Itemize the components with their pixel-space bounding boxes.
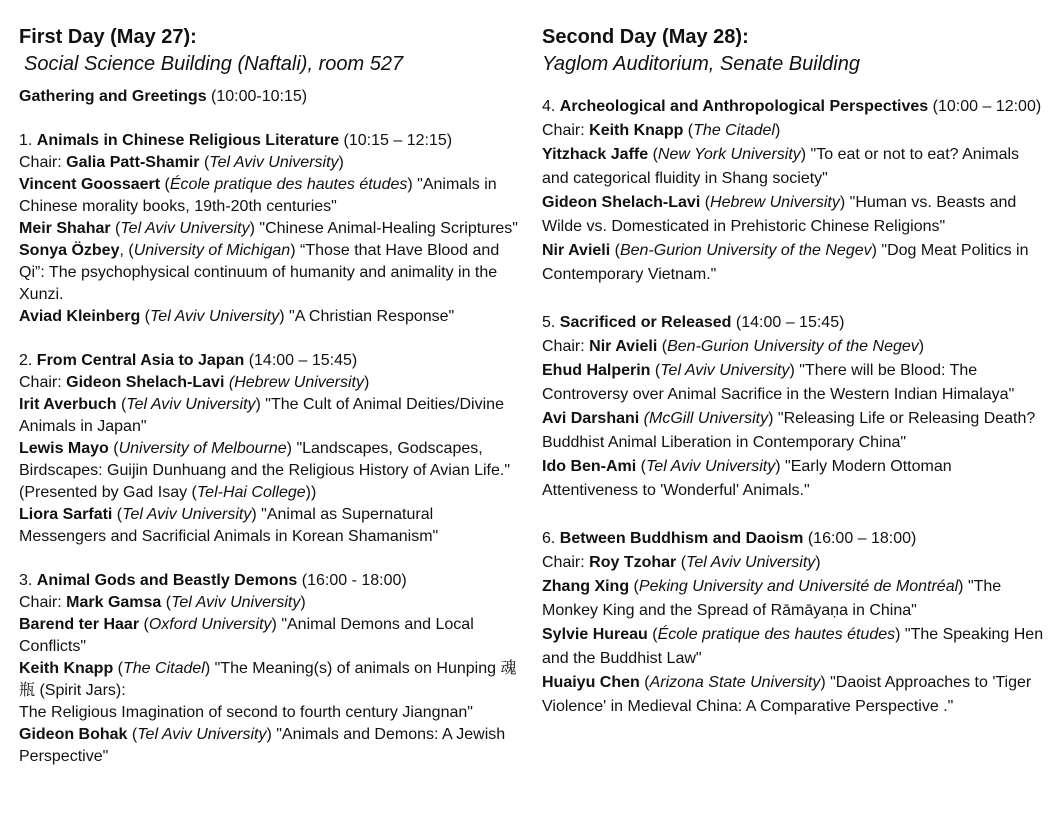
speaker-name: Ehud Halperin <box>542 362 651 379</box>
talk-title: "Animal as Supernatural Messengers and Sacrificial Animals in Korean Shamanism" <box>19 506 439 545</box>
chair-prefix: Chair: <box>19 594 62 611</box>
speaker-name: Lewis Mayo <box>19 440 109 457</box>
chair-prefix: Chair: <box>542 554 585 571</box>
session-time: (16:00 – 18:00) <box>807 530 917 547</box>
session-heading <box>19 350 524 372</box>
speaker-name: Nir Avieli <box>542 242 611 259</box>
talk-title: "To eat or not to eat? Animals and categorical fluidity in Shang society" <box>542 146 1020 187</box>
talk: Vincent Goossaert (École pratique des hautes études) "Animals in Chinese morality books, 19th-20th centuries" <box>19 176 497 215</box>
speaker-affiliation: Arizona State University <box>649 674 821 691</box>
session-2 <box>19 350 524 548</box>
session-number: 3. <box>19 572 33 589</box>
session-title: Sacrificed or Released <box>559 314 732 331</box>
speaker-affiliation: Tel Aviv University <box>126 396 256 413</box>
speaker-name: Irit Averbuch <box>19 396 117 413</box>
speaker-name: Meir Shahar <box>19 220 111 237</box>
speaker-affiliation: Tel Aviv University <box>660 362 790 379</box>
chair-affiliation: Tel Aviv University <box>209 154 339 171</box>
speaker-affiliation: Ben-Gurion University of the Negev <box>619 242 872 259</box>
session-chair: Chair: Nir Avieli (Ben-Gurion University of the Negev) <box>542 338 925 355</box>
talk: Liora Sarfati (Tel Aviv University) "Animal as Supernatural Messengers and Sacrificial Animals in Korean Shamanism" <box>19 506 439 545</box>
chair-affiliation: The Citadel <box>693 122 775 139</box>
session-number: 1. <box>19 132 33 149</box>
speaker-name: Liora Sarfati <box>19 506 113 523</box>
speaker-affiliation: Oxford University <box>148 616 272 633</box>
session-chair: Chair: Gideon Shelach-Lavi (Hebrew University) <box>19 374 370 391</box>
session-3 <box>19 570 524 768</box>
talk: Yitzhack Jaffe (New York University) "To eat or not to eat? Animals and categorical fluidity in Shang society" <box>542 146 1020 187</box>
talk-title: "The Speaking Hen and the Buddhist Law" <box>542 626 1044 667</box>
session-heading <box>19 130 524 152</box>
talk-title: "Early Modern Ottoman Attentiveness to 'Wonderful' Animals." <box>542 458 952 499</box>
session-time: (14:00 – 15:45) <box>735 314 845 331</box>
chair-prefix: Chair: <box>542 338 585 355</box>
session-heading <box>19 570 524 592</box>
speaker-affiliation: École pratique des hautes études <box>657 626 896 643</box>
speaker-affiliation: University of Melbourne <box>118 440 287 457</box>
talk-title: "Releasing Life or Releasing Death? Buddhist Animal Liberation in Contemporary China" <box>542 410 1036 451</box>
speaker-affiliation: McGill University <box>649 410 769 427</box>
speaker-affiliation: The Citadel <box>123 660 205 677</box>
chair-prefix: Chair: <box>19 374 62 391</box>
session-heading <box>542 311 1047 335</box>
closing-parens: )) <box>305 484 317 501</box>
session-heading <box>542 95 1047 119</box>
speaker-affiliation: New York University <box>657 146 801 163</box>
talk: Sylvie Hureau (École pratique des hautes études) "The Speaking Hen and the Buddhist Law" <box>542 626 1044 667</box>
speaker-name: Barend ter Haar <box>19 616 140 633</box>
speaker-name: Keith Knapp <box>19 660 114 677</box>
chair-affiliation: Ben-Gurion University of the Negev <box>667 338 919 355</box>
session-time: (10:15 – 12:15) <box>343 132 453 149</box>
chair-prefix: Chair: <box>19 154 62 171</box>
session-heading <box>542 527 1047 551</box>
speaker-affiliation: Peking University and Université de Montréal <box>638 578 959 595</box>
session-chair: Chair: Galia Patt-Shamir (Tel Aviv University) <box>19 154 344 171</box>
speaker-name: Aviad Kleinberg <box>19 308 141 325</box>
session-4 <box>542 95 1047 287</box>
chair-affiliation: Tel Aviv University <box>686 554 816 571</box>
session-5 <box>542 311 1047 503</box>
day2-column <box>542 24 1047 719</box>
talk: Meir Shahar (Tel Aviv University) "Chinese Animal-Healing Scriptures" <box>19 220 518 237</box>
talk-title: "Daoist Approaches to 'Tiger Violence' in Medieval China: A Comparative Perspective ." <box>542 674 1032 715</box>
chair-affiliation: Hebrew University <box>234 374 364 391</box>
talk-title: "The Monkey King and the Spread of Rāmāyaṇa in China" <box>542 578 1002 619</box>
talk: Ehud Halperin (Tel Aviv University) "There will be Blood: The Controversy over Animal Sacrifice in the Western Indian Himalaya" <box>542 362 1015 403</box>
talk: Lewis Mayo (University of Melbourne) "Landscapes, Godscapes, Birdscapes: Guijin Dunhuang and the Religious History of Avian Life." (Presented by Gad Isay (Tel-Hai College)) <box>19 440 510 501</box>
speaker-affiliation: University of Michigan <box>133 242 291 259</box>
talk-title: "Animal Demons and Local Conflicts" <box>19 616 474 655</box>
session-time: (10:00 – 12:00) <box>932 98 1042 115</box>
gathering <box>19 86 524 108</box>
speaker-name: Gideon Bohak <box>19 726 128 743</box>
chair-name: Keith Knapp <box>589 122 684 139</box>
talk-title-continuation: The Religious Imagination of second to fourth century Jiangnan" <box>19 704 473 721</box>
chair-name: Nir Avieli <box>589 338 658 355</box>
day1-column <box>19 24 524 768</box>
session-1 <box>19 130 524 328</box>
speaker-affiliation: Tel Aviv University <box>150 308 280 325</box>
session-number: 6. <box>542 530 556 547</box>
chair-name: Roy Tzohar <box>589 554 677 571</box>
day1-venue: Social Science Building (Naftali), room 527 <box>24 53 404 75</box>
chair-name: Mark Gamsa <box>66 594 162 611</box>
session-title: From Central Asia to Japan <box>36 352 245 369</box>
talk: Aviad Kleinberg (Tel Aviv University) "A Christian Response" <box>19 308 455 325</box>
session-chair: Chair: Roy Tzohar (Tel Aviv University) <box>542 554 821 571</box>
session-chair: Chair: Mark Gamsa (Tel Aviv University) <box>19 594 306 611</box>
session-title: Between Buddhism and Daoism <box>559 530 804 547</box>
speaker-name: Ido Ben-Ami <box>542 458 637 475</box>
talk: Nir Avieli (Ben-Gurion University of the Negev) "Dog Meat Politics in Contemporary Vietnam." <box>542 242 1029 283</box>
speaker-name: Yitzhack Jaffe <box>542 146 649 163</box>
chair-name: Gideon Shelach-Lavi <box>66 374 225 391</box>
talk-title: "There will be Blood: The Controversy over Animal Sacrifice in the Western Indian Himalaya" <box>542 362 1015 403</box>
session-number: 2. <box>19 352 33 369</box>
talk: Ido Ben-Ami (Tel Aviv University) "Early Modern Ottoman Attentiveness to 'Wonderful' Animals." <box>542 458 952 499</box>
speaker-affiliation: Tel Aviv University <box>120 220 250 237</box>
speaker-name: Zhang Xing <box>542 578 630 595</box>
day2-title: Second Day (May 28): <box>542 26 749 48</box>
speaker-affiliation: Tel Aviv University <box>137 726 267 743</box>
talk: Irit Averbuch (Tel Aviv University) "The Cult of Animal Deities/Divine Animals in Japan" <box>19 396 504 435</box>
talk-title: "A Christian Response" <box>289 308 455 325</box>
talk-title: "Human vs. Beasts and Wilde vs. Domesticated in Prehistoric Chinese Religions" <box>542 194 1017 235</box>
session-title: Animal Gods and Beastly Demons <box>36 572 298 589</box>
session-title: Animals in Chinese Religious Literature <box>36 132 340 149</box>
speaker-affiliation: Tel Aviv University <box>646 458 776 475</box>
talk-title: "Dog Meat Politics in Contemporary Vietnam." <box>542 242 1029 283</box>
gathering-time: (10:00-10:15) <box>211 88 308 105</box>
speaker-affiliation: Hebrew University <box>710 194 840 211</box>
talk-title: "Animals and Demons: A Jewish Perspective" <box>19 726 506 765</box>
session-number: 4. <box>542 98 556 115</box>
chair-name: Galia Patt-Shamir <box>66 154 200 171</box>
session-chair: Chair: Keith Knapp (The Citadel) <box>542 122 781 139</box>
talk: Gideon Shelach-Lavi (Hebrew University) "Human vs. Beasts and Wilde vs. Domesticated in Prehistoric Chinese Religions" <box>542 194 1017 235</box>
talk: Keith Knapp (The Citadel) "The Meaning(s) of animals on Hunping 魂瓶 (Spirit Jars): <box>19 660 517 699</box>
speaker-affiliation: Tel Aviv University <box>122 506 252 523</box>
talk-title: "Landscapes, Godscapes, Birdscapes: Guijin Dunhuang and the Religious History of Avian Life." (Presented by Gad Isay ( <box>19 440 510 501</box>
session-time: (14:00 – 15:45) <box>248 352 358 369</box>
speaker-name: Huaiyu Chen <box>542 674 640 691</box>
session-title: Archeological and Anthropological Perspectives <box>559 98 929 115</box>
talk: Barend ter Haar (Oxford University) "Animal Demons and Local Conflicts" <box>19 616 474 655</box>
talk: Sonya Özbey, (University of Michigan) “Those that Have Blood and Qi”: The psychophysical continuum of humanity and animality in the Xunzi. <box>19 242 500 303</box>
day1-title: First Day (May 27): <box>19 26 197 48</box>
gathering-label: Gathering and Greetings <box>19 88 207 105</box>
talk-title: “Those that Have Blood and Qi”: The psychophysical continuum of humanity and animality in the Xunzi. <box>19 242 500 303</box>
speaker-name: Vincent Goossaert <box>19 176 161 193</box>
talk-title: "The Meaning(s) of animals on Hunping 魂瓶 (Spirit Jars): <box>19 660 517 699</box>
speaker-name: Gideon Shelach-Lavi <box>542 194 701 211</box>
talk: Gideon Bohak (Tel Aviv University) "Animals and Demons: A Jewish Perspective" <box>19 726 506 765</box>
day2-venue: Yaglom Auditorium, Senate Building <box>542 53 860 75</box>
chair-affiliation: Tel Aviv University <box>171 594 301 611</box>
chair-prefix: Chair: <box>542 122 585 139</box>
talk: Avi Darshani (McGill University) "Releasing Life or Releasing Death? Buddhist Animal Liberation in Contemporary China" <box>542 410 1036 451</box>
talk: Zhang Xing (Peking University and Université de Montréal) "The Monkey King and the Spread of Rāmāyaṇa in China" <box>542 578 1002 619</box>
speaker-name: Sylvie Hureau <box>542 626 648 643</box>
session-6 <box>542 527 1047 719</box>
talk-title: "Animals in Chinese morality books, 19th-20th centuries" <box>19 176 497 215</box>
talk-title: "Chinese Animal-Healing Scriptures" <box>259 220 518 237</box>
talk: Huaiyu Chen (Arizona State University) "Daoist Approaches to 'Tiger Violence' in Medieval China: A Comparative Perspective ." <box>542 674 1032 715</box>
speaker-affiliation: École pratique des hautes études <box>169 176 408 193</box>
talk-title: "The Cult of Animal Deities/Divine Animals in Japan" <box>19 396 504 435</box>
speaker-name: Sonya Özbey <box>19 242 120 259</box>
speaker-name: Avi Darshani <box>542 410 640 427</box>
session-time: (16:00 - 18:00) <box>301 572 407 589</box>
presenter-affiliation: Tel-Hai College <box>196 484 306 501</box>
session-number: 5. <box>542 314 556 331</box>
